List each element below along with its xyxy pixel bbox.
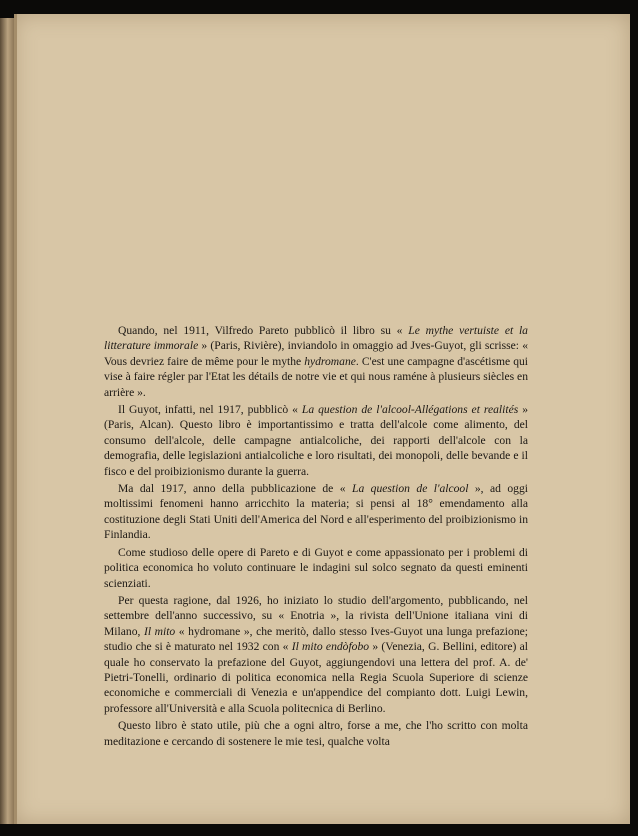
text-run: Ma dal 1917, anno della pubblicazione de « bbox=[118, 482, 352, 496]
text-run: », ad oggi moltissimi fenomeni hanno arricchito la materia; si pensi al 18° emendamento alla costituzione degli Stati Uniti dell'America del Nord e all'esperimento del proibizionismo in Finlandia. bbox=[104, 482, 528, 542]
body-text bbox=[104, 323, 528, 751]
book-title: Il mito bbox=[143, 624, 176, 638]
facing-page-edge bbox=[0, 18, 14, 824]
book-title: La question de l'alcool-Allégations et realités bbox=[301, 403, 519, 417]
text-run: Questo libro è stato utile, più che a ogni altro, forse a me, che l'ho scritto con molta meditazione e cercando di sostenere le mie tesi, qualche volta bbox=[104, 719, 528, 748]
text-run: Il Guyot, infatti, nel 1917, pubblicò « bbox=[118, 403, 302, 417]
text-run: » (Venezia, G. Bellini, editore) al quale ho conservato la prefazione del Guyot, aggiungendovi una lettera del prof. A. de' Pietri-Tonelli, ordinario di politica economica nella Regia Scuola Superiore di scienze economiche e commerciali di Venezia e un'appendice del compianto dott. Luigi Lewin, professore all'Università e alla Scuola politecnica di Berlino. bbox=[104, 640, 529, 715]
paragraph-1 bbox=[104, 323, 528, 400]
paragraph-5 bbox=[104, 593, 528, 716]
book-title: La question de l'alcool bbox=[352, 482, 469, 496]
text-run: » (Paris, Rivière), inviandolo in omaggio ad Jves-Guyot, gli scrisse: « Vous devriez faire de même pour le mythe bbox=[104, 339, 528, 368]
text-run: Come studioso delle opere di Pareto e di Guyot e come appassionato per i problemi di politica economica ho voluto continuare le indagini sul solco segnato da questi eminenti scienziati. bbox=[104, 545, 528, 590]
book-title: Il mito endòfobo bbox=[291, 640, 370, 654]
text-run: « hydromane », che meritò, dallo stesso Ives-Guyot una lunga prefazione; studio che si è maturato nel 1932 con « bbox=[104, 624, 528, 654]
text-run: Per questa ragione, dal 1926, ho iniziato lo studio dell'argomento, pubblicando, nel settembre dell'anno successivo, su « Enotria », la rivista dell'Unione italiana vini di Milano, bbox=[104, 593, 528, 638]
paragraph-3 bbox=[104, 481, 528, 543]
text-run: » (Paris, Alcan). Questo libro è importantissimo e tratta dell'alcole come alimento, del consumo dell'alcole, delle campagne antialcoliche, dei rapporti dell'alcole con la demografia, delle legislazioni antialcoliche e loro risultati, dei monopoli, delle bevande e il fisco e del proibizionismo durante la guerra. bbox=[104, 403, 528, 478]
text-run: . C'est une campagne d'ascétisme qui vise à faire régler par l'Etat les détails de notre vie et qui nous raméne à plusieurs siècles en arrière ». bbox=[104, 354, 529, 399]
paragraph-6 bbox=[104, 718, 528, 749]
italic-term: hydromane bbox=[304, 354, 356, 368]
page-gutter bbox=[14, 14, 17, 824]
paragraph-4 bbox=[104, 545, 528, 591]
paragraph-2 bbox=[104, 402, 528, 479]
book-title: Le mythe vertuiste et la litterature immorale bbox=[104, 324, 528, 353]
text-run: Quando, nel 1911, Vilfredo Pareto pubblicò il libro su « bbox=[118, 324, 409, 337]
